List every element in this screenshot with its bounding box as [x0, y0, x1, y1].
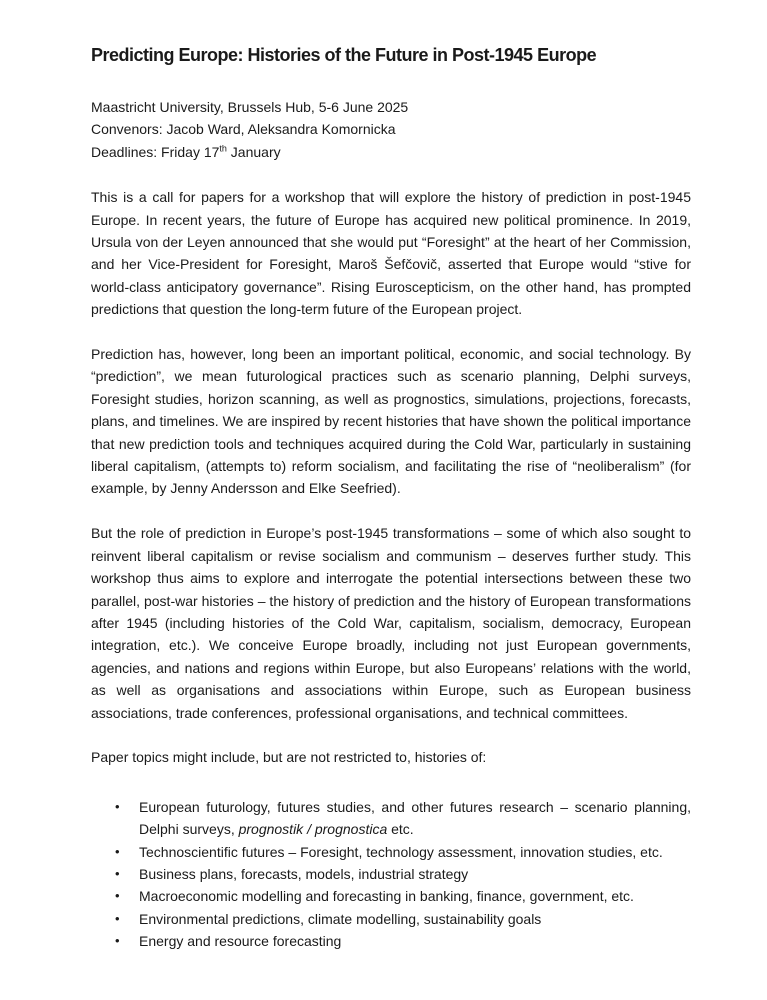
- topics-list: [91, 796, 691, 953]
- venue-line: Maastricht University, Brussels Hub, 5-6 June 2025: [91, 99, 409, 115]
- bullet-icon: •: [115, 865, 120, 881]
- bullet-icon: •: [115, 798, 120, 814]
- paragraph-topics-intro: Paper topics might include, but are not restricted to, histories of:: [91, 749, 487, 766]
- list-item: [91, 863, 691, 885]
- topic-italic-term: prognostik / prognostica: [238, 821, 388, 838]
- list-item: [91, 930, 691, 952]
- paragraph-intro: This is a call for papers for a workshop that will explore the history of prediction in post-1945 Europe. In recent years, the future of Europe has acquired new political prominence. In 2019, Ursula von der Leyen announced that she would put “Foresight” at the heart of her Commission, and her Vice-President for Foresight, Maroš Šefčovič, asserted that Europe would “stive for world-class anticipatory governance”. Rising Euroscepticism, on the other hand, has prompted predictions that question the long-term future of the European project.: [91, 189, 691, 318]
- paragraph-prediction: Prediction has, however, long been an important political, economic, and social technology. By “prediction”, we mean futurological practices such as scenario planning, Delphi surveys, Foresight studies, horizon scanning, as well as prognostics, simulations, projections, forecasts, plans, and timelines. We are inspired by recent histories that have shown the political importance that new prediction tools and techniques acquired during the Cold War, particularly in sustaining liberal capitalism, (attempts to) reform socialism, and facilitating the rise of “neoliberalism” (for example, by Jenny Andersson and Elke Seefried).: [91, 346, 691, 497]
- deadline-line: [91, 141, 691, 163]
- list-item: [91, 908, 691, 930]
- convenors-line: Convenors: Jacob Ward, Aleksandra Komornicka: [91, 121, 396, 138]
- list-item: [91, 796, 691, 841]
- document-title: Predicting Europe: Histories of the Future in Post-1945 Europe: [91, 45, 597, 65]
- event-details: [91, 96, 691, 163]
- bullet-icon: •: [115, 843, 120, 859]
- document-page: [91, 42, 691, 953]
- topic-text: European futurology, futures studies, and other futures research – scenario planning, Delphi surveys,: [139, 798, 691, 838]
- list-item: [91, 841, 691, 863]
- list-item: [91, 885, 691, 907]
- deadline-prefix: Deadlines: Friday 17: [91, 143, 220, 160]
- topic-text: Energy and resource forecasting: [139, 933, 342, 950]
- topic-text-end: etc.: [387, 821, 414, 838]
- bullet-icon: •: [115, 910, 120, 926]
- deadline-suffix: January: [226, 143, 281, 160]
- topic-text: Macroeconomic modelling and forecasting in banking, finance, government, etc.: [139, 888, 634, 905]
- bullet-icon: •: [115, 933, 120, 949]
- deadline-ordinal: th: [219, 143, 227, 154]
- paragraph-role: But the role of prediction in Europe’s post-1945 transformations – some of which also sought to reinvent liberal capitalism or revise socialism and communism – deserves further study. This workshop thus aims to explore and interrogate the potential intersections between these two parallel, post-war histories – the history of prediction and the history of European transformations after 1945 (including histories of the Cold War, capitalism, socialism, democracy, European integration, etc.). We conceive Europe broadly, including not just European governments, agencies, and nations and regions within Europe, but also Europeans’ relations with the world, as well as organisations and associations within Europe, such as European business associations, trade conferences, professional organisations, and technical committees.: [91, 525, 691, 721]
- topic-text: Environmental predictions, climate modelling, sustainability goals: [139, 910, 542, 927]
- bullet-icon: •: [115, 888, 120, 904]
- topic-text: Technoscientific futures – Foresight, technology assessment, innovation studies, etc.: [139, 843, 663, 860]
- topic-text: Business plans, forecasts, models, industrial strategy: [139, 865, 469, 882]
